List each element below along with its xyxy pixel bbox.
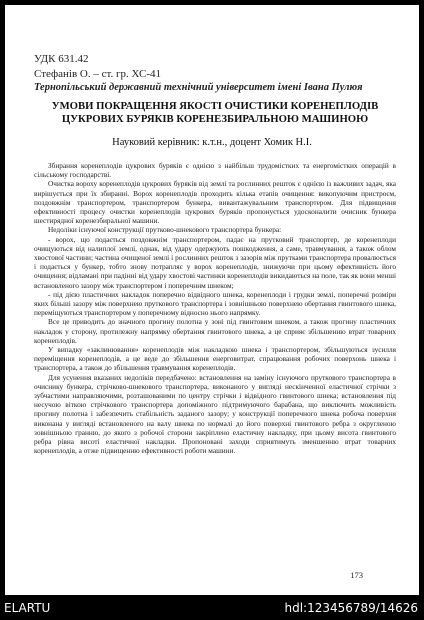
body-text (34, 161, 396, 456)
author-line: Стефанів О. – ст. гр. ХС-41 (34, 68, 162, 80)
document-page (5, 5, 419, 595)
handle-link[interactable]: hdl:123456789/14626 (284, 601, 418, 615)
paper-title: УМОВИ ПОКРАЩЕННЯ ЯКОСТІ ОЧИСТИКИ КОРЕНЕПЛОДІВ ЦУКРОВИХ БУРЯКІВ КОРЕНЕЗБИРАЛЬНОЮ МАШИНОЮ (51, 100, 379, 125)
paragraph: Очистка вороху коренеплодів цукрових буряків від землі та рослинних решток є однією із важливих задач, яка вирішується при їх збиранні. Ворох коренеплодів проходить кілька етапів очищення: викопуючим пристроєм, поздовжнім транспортером, транспортером бункера, вивантажувальним транспортером. Для підвищення ефективності процесу очистки коренеплодів цукрових буряків пропонується удосконалити очисник бункера шестирядної коренезбиральної машини. (34, 179, 396, 226)
paragraph: Збирання коренеплодів цукрових буряків є однією з найбільш трудомістких та енергомістких операцій в сільському господарстві. (34, 161, 396, 180)
supervisor-line: Науковий керівник: к.т.н., доцент Хомик Н.І. (112, 137, 312, 148)
paragraph: - під дією пластичних накладок поперечно відвідного шнека, коренеплоди і грудки землі, поперечні розміри яких більші зазору між поверхнею пруткового транспортера і зовнішньою поверхнею обертання гвинтового шнека, переміщуються транспортером у поперечному відносно нього напрямку. (34, 289, 396, 318)
repository-footer (0, 596, 424, 620)
paragraph: - ворох, що подається поздовжнім транспортером, падає на прутковий транспортер, де коренеплоди очищуються від налиплої землі, однак, від удару одержують пошкодження, а саме, травмування, а також облом хвостової частини; частина очищеної землі і рослинних решток з зазорів між прутками транспортера провалюється і подається у бункер, тобто знову потрапляє у ворох коренеплодів, знижуючи при цьому ефективність його очищення; відламані при падінні від удару хвостові частинки коренеплодів викидаються на поле, так як вони менші встановленого зазору між транспортером і поперечним шнеком; (34, 234, 396, 290)
page-number: 173 (350, 570, 363, 580)
repository-name: ELARTU (4, 601, 51, 615)
udc-code: УДК 631.42 (34, 53, 89, 65)
paragraph: Все це приводить до значного прогину полотна у зоні під гвинтовим шнеком, а також прогину пластичних накладок у сторону, протилежну напрямку обертання гвинтового шнека, а це сприяє збільшенню втрат товарних коренеплодів. (34, 317, 396, 345)
paragraph: Для усунення вказаних недоліків передбачено: встановлення на заміну існуючого пруткового транспортера в очиснику бункера, стрічково-шнекового транспортера, виконаного у вигляді нескінченної еластичної стрічки з зубчастими направляючими, розташованими по центру стрічки і відвідного гвинтового шнека; встановлення під несучою віткою стрічкового транспортера допоміжного підтримуючого барабана, що виключить можливість прогину полотна і забезпечить стабільність заданого зазору; у конструкції поперечного шнека робоча поверхня виконана у вигляді встановленого на валу шнека по нормалі до його поверхні гвинтового ребра з округленою зовнішньою гранню, до якого з робочої сторони закріплено еластичну накладку, при цьому висота гвинтового ребра рівна висоті еластичної накладки. Пропоновані заходи сприятимуть зменшенню втрат товарних коренеплодів, а отже підвищенню ефективності роботи машини. (34, 372, 396, 456)
affiliation-line: Тернопільський державний технічний університет імені Івана Пулюя (34, 82, 363, 93)
paragraph: У випадку «заклинювання» коренеплодів між накладкою шнека і транспортером, збільшуються зусилля переміщення коренеплодів, а це веде до збільшення енерговитрат, спрацювання робочих поверхонь шнека і транспортера, а також до збільшення травмування коренеплодів. (34, 345, 396, 373)
paragraph: Недоліки існуючої конструкції прутково-шнекового транспортера бункера: (48, 225, 282, 235)
